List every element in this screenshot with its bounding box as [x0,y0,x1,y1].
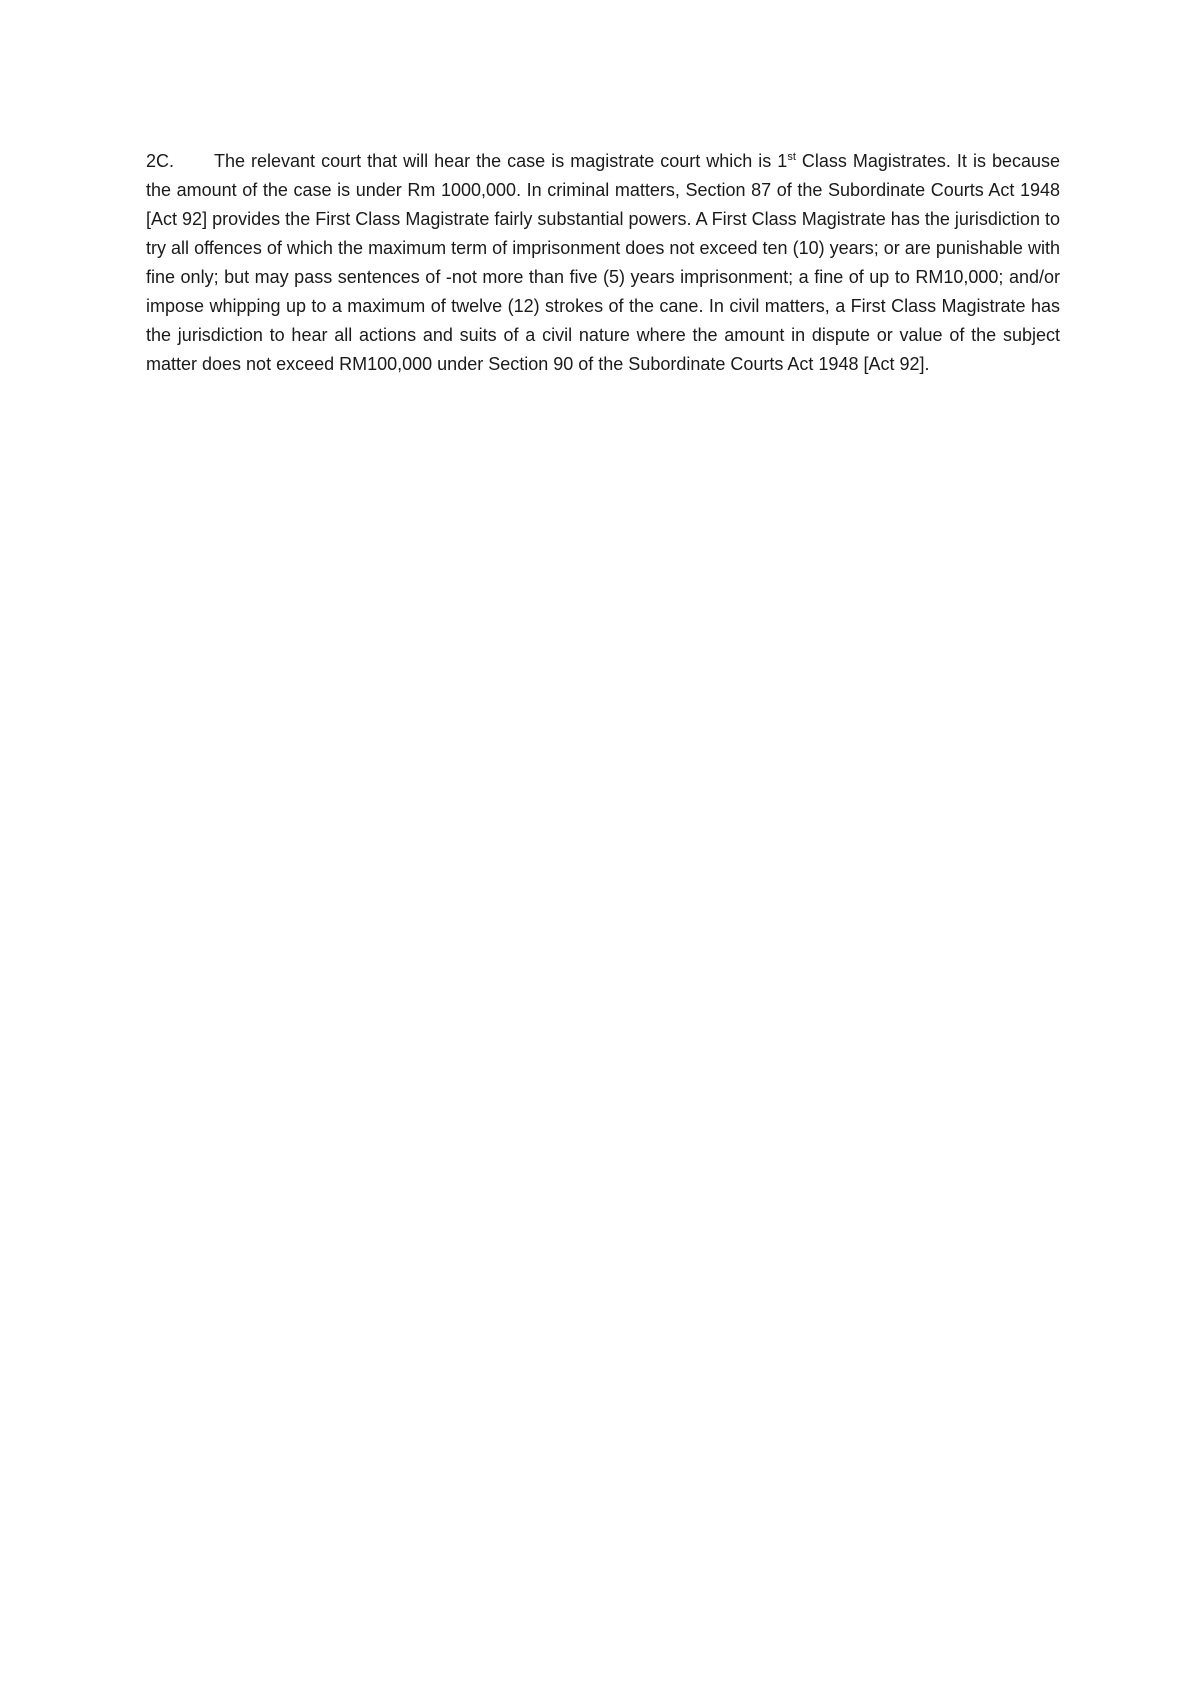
ordinal-superscript: st [787,151,796,163]
paragraph-text-part1: The relevant court that will hear the case is magistrate court which is 1 [214,151,788,171]
question-number: 2C. [146,151,175,171]
answer-paragraph [146,147,1060,379]
paragraph-text-part2: Class Magistrates. It is because the amount of the case is under Rm 1000,000. In criminal matters, Section 87 of the Subordinate Courts Act 1948 [Act 92] provides the First Class Magistrate fairly substantial powers. A First Class Magistrate has the jurisdiction to try all offences of which the maximum term of imprisonment does not exceed ten (10) years; or are punishable with fine only; but may pass sentences of -not more than five (5) years imprisonment; a fine of up to RM10,000; and/or impose whipping up to a maximum of twelve (12) strokes of the cane. In civil matters, a First Class Magistrate has the jurisdiction to hear all actions and suits of a civil nature where the amount in dispute or value of the subject matter does not exceed RM100,000 under Section 90 of the Subordinate Courts Act 1948 [Act 92]. [146,151,1060,374]
